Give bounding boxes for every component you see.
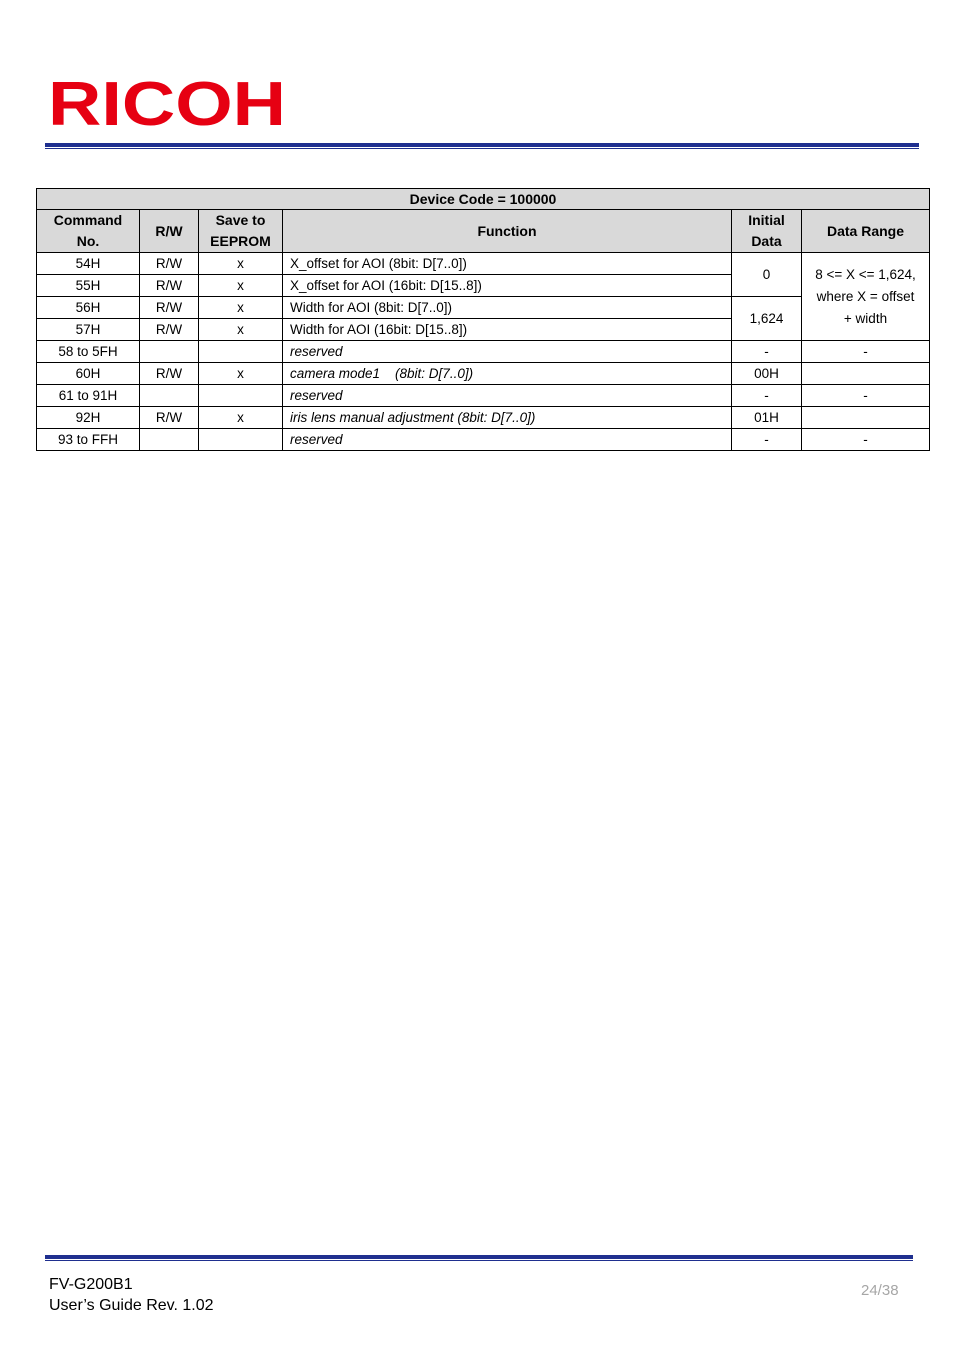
cell-function: reserved [283, 341, 732, 363]
cell-save: x [199, 407, 283, 429]
cell-function: Width for AOI (8bit: D[7..0]) [283, 297, 732, 319]
cell-function: iris lens manual adjustment (8bit: D[7..0]) [283, 407, 732, 429]
cell-save [199, 385, 283, 407]
header-initial-data: Initial Data [732, 210, 802, 253]
cell-range [802, 363, 930, 385]
cell-save: x [199, 297, 283, 319]
cell-rw: R/W [140, 297, 199, 319]
cell-cmd: 57H [37, 319, 140, 341]
cell-cmd: 56H [37, 297, 140, 319]
cell-range [802, 407, 930, 429]
cell-function: X_offset for AOI (8bit: D[7..0]) [283, 253, 732, 275]
header-data-range: Data Range [802, 210, 930, 253]
cell-cmd: 54H [37, 253, 140, 275]
table-row [37, 429, 930, 451]
header-function: Function [283, 210, 732, 253]
cell-initial: 00H [732, 363, 802, 385]
cell-cmd: 92H [37, 407, 140, 429]
cell-function: camera mode1 (8bit: D[7..0]) [283, 363, 732, 385]
cell-save: x [199, 363, 283, 385]
cell-initial: 0 [732, 253, 802, 297]
cell-range: - [802, 385, 930, 407]
header-command-no: Command No. [37, 210, 140, 253]
range-line: 8 <= X <= 1,624, [815, 266, 916, 282]
range-line: where X = offset [816, 288, 915, 304]
cell-save [199, 429, 283, 451]
cell-cmd: 93 to FFH [37, 429, 140, 451]
cell-cmd: 55H [37, 275, 140, 297]
header-save-eeprom: Save to EEPROM [199, 210, 283, 253]
cell-initial: - [732, 341, 802, 363]
footer-model: FV-G200B1 [49, 1276, 133, 1293]
register-table [36, 188, 930, 451]
cell-range-aoi [802, 253, 930, 341]
cell-rw: R/W [140, 363, 199, 385]
cell-function: reserved [283, 429, 732, 451]
page-number: 24/38 [861, 1282, 899, 1299]
cell-range: - [802, 341, 930, 363]
cell-rw [140, 385, 199, 407]
footer-doc-title: User’s Guide Rev. 1.02 [49, 1297, 214, 1314]
cell-save: x [199, 319, 283, 341]
cell-function: reserved [283, 385, 732, 407]
cell-initial: - [732, 385, 802, 407]
cell-save [199, 341, 283, 363]
cell-range: - [802, 429, 930, 451]
ricoh-logo [48, 76, 288, 130]
cell-rw: R/W [140, 253, 199, 275]
cell-rw: R/W [140, 275, 199, 297]
header-rule-thin [45, 148, 919, 149]
footer-doc-info [49, 1274, 214, 1316]
range-line: + width [843, 310, 888, 326]
cell-initial: - [732, 429, 802, 451]
table-title: Device Code = 100000 [37, 189, 930, 210]
svg-text:RICOH: RICOH [48, 76, 286, 130]
cell-function: X_offset for AOI (16bit: D[15..8]) [283, 275, 732, 297]
table-row [37, 385, 930, 407]
cell-cmd: 61 to 91H [37, 385, 140, 407]
table-row [37, 341, 930, 363]
footer-rule-thin [45, 1260, 913, 1261]
cell-rw [140, 429, 199, 451]
header-rule [45, 143, 919, 147]
cell-initial: 1,624 [732, 297, 802, 341]
cell-rw: R/W [140, 407, 199, 429]
table-row [37, 297, 930, 319]
cell-initial: 01H [732, 407, 802, 429]
header-rw: R/W [140, 210, 199, 253]
table-row [37, 253, 930, 275]
cell-rw: R/W [140, 319, 199, 341]
cell-save: x [199, 275, 283, 297]
table-row [37, 363, 930, 385]
footer-rule [45, 1255, 913, 1259]
cell-save: x [199, 253, 283, 275]
table-row [37, 407, 930, 429]
cell-cmd: 58 to 5FH [37, 341, 140, 363]
cell-function: Width for AOI (16bit: D[15..8]) [283, 319, 732, 341]
cell-cmd: 60H [37, 363, 140, 385]
cell-rw [140, 341, 199, 363]
